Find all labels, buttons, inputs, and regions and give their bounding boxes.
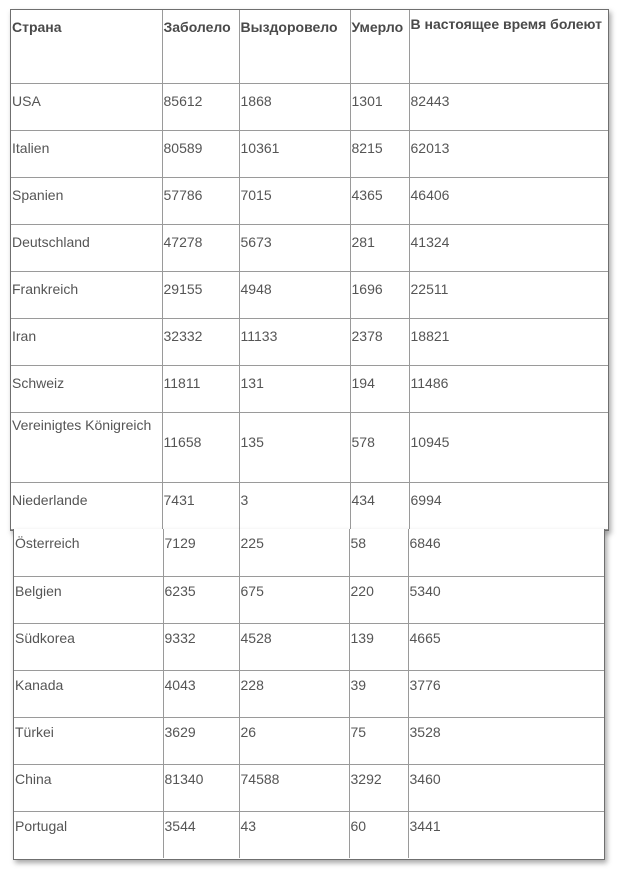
cell-currently-sick: 11486 bbox=[409, 365, 608, 412]
table-screenshot-top bbox=[10, 9, 609, 531]
cell-died: 39 bbox=[349, 670, 408, 717]
cell-died: 1301 bbox=[350, 83, 409, 130]
table-row bbox=[14, 576, 604, 623]
cell-recovered: 10361 bbox=[239, 130, 350, 177]
cell-country: Österreich bbox=[14, 529, 163, 576]
cell-currently-sick: 10945 bbox=[409, 412, 608, 482]
cell-died: 194 bbox=[350, 365, 409, 412]
cell-infected: 57786 bbox=[162, 177, 239, 224]
cell-infected: 81340 bbox=[163, 764, 239, 811]
cell-died: 434 bbox=[350, 482, 409, 529]
cell-died: 4365 bbox=[350, 177, 409, 224]
table-row bbox=[11, 177, 608, 224]
cell-country: Iran bbox=[11, 318, 162, 365]
table-row bbox=[14, 670, 604, 717]
cell-country: Südkorea bbox=[14, 623, 163, 670]
cell-currently-sick: 82443 bbox=[409, 83, 608, 130]
cell-currently-sick: 22511 bbox=[409, 271, 608, 318]
cell-currently-sick: 6846 bbox=[408, 529, 604, 576]
covid-table-top bbox=[11, 10, 608, 530]
table-row bbox=[11, 83, 608, 130]
cell-died: 281 bbox=[350, 224, 409, 271]
cell-infected: 9332 bbox=[163, 623, 239, 670]
cell-died: 578 bbox=[350, 412, 409, 482]
table-row bbox=[14, 811, 604, 858]
cell-currently-sick: 3460 bbox=[408, 764, 604, 811]
cell-country: Niederlande bbox=[11, 482, 162, 529]
table-row bbox=[14, 623, 604, 670]
cell-died: 60 bbox=[349, 811, 408, 858]
cell-infected: 85612 bbox=[162, 83, 239, 130]
cell-country: Belgien bbox=[14, 576, 163, 623]
cell-infected: 32332 bbox=[162, 318, 239, 365]
cell-recovered: 74588 bbox=[239, 764, 349, 811]
cell-infected: 6235 bbox=[163, 576, 239, 623]
cell-currently-sick: 46406 bbox=[409, 177, 608, 224]
cell-recovered: 11133 bbox=[239, 318, 350, 365]
header-recovered: Выздоровело bbox=[239, 10, 350, 83]
header-currently-sick: В настоящее время болеют bbox=[409, 10, 608, 83]
cell-recovered: 7015 bbox=[239, 177, 350, 224]
table-row bbox=[11, 130, 608, 177]
cell-recovered: 1868 bbox=[239, 83, 350, 130]
cell-country: Türkei bbox=[14, 717, 163, 764]
cell-infected: 3544 bbox=[163, 811, 239, 858]
cell-infected: 80589 bbox=[162, 130, 239, 177]
cell-died: 1696 bbox=[350, 271, 409, 318]
cell-country: Deutschland bbox=[11, 224, 162, 271]
cell-recovered: 3 bbox=[239, 482, 350, 529]
table-row bbox=[11, 271, 608, 318]
cell-died: 220 bbox=[349, 576, 408, 623]
cell-country: Portugal bbox=[14, 811, 163, 858]
cell-currently-sick: 18821 bbox=[409, 318, 608, 365]
cell-country: Italien bbox=[11, 130, 162, 177]
cell-recovered: 43 bbox=[239, 811, 349, 858]
cell-recovered: 675 bbox=[239, 576, 349, 623]
cell-recovered: 225 bbox=[239, 529, 349, 576]
table-row bbox=[11, 318, 608, 365]
header-row bbox=[11, 10, 608, 83]
table-row bbox=[14, 764, 604, 811]
cell-country: Spanien bbox=[11, 177, 162, 224]
cell-country: USA bbox=[11, 83, 162, 130]
cell-died: 8215 bbox=[350, 130, 409, 177]
header-died: Умерло bbox=[350, 10, 409, 83]
cell-infected: 11658 bbox=[162, 412, 239, 482]
cell-country: China bbox=[14, 764, 163, 811]
table-row bbox=[11, 412, 608, 482]
cell-currently-sick: 5340 bbox=[408, 576, 604, 623]
table-row bbox=[11, 365, 608, 412]
cell-country: Schweiz bbox=[11, 365, 162, 412]
cell-currently-sick: 41324 bbox=[409, 224, 608, 271]
header-country: Страна bbox=[11, 10, 162, 83]
cell-recovered: 5673 bbox=[239, 224, 350, 271]
table-row bbox=[11, 224, 608, 271]
cell-recovered: 4948 bbox=[239, 271, 350, 318]
cell-died: 58 bbox=[349, 529, 408, 576]
cell-recovered: 228 bbox=[239, 670, 349, 717]
table-screenshot-bottom bbox=[13, 529, 605, 860]
cell-currently-sick: 62013 bbox=[409, 130, 608, 177]
cell-infected: 4043 bbox=[163, 670, 239, 717]
cell-infected: 47278 bbox=[162, 224, 239, 271]
cell-died: 75 bbox=[349, 717, 408, 764]
cell-currently-sick: 4665 bbox=[408, 623, 604, 670]
table-row bbox=[14, 717, 604, 764]
cell-currently-sick: 3776 bbox=[408, 670, 604, 717]
cell-recovered: 135 bbox=[239, 412, 350, 482]
cell-recovered: 131 bbox=[239, 365, 350, 412]
cell-recovered: 4528 bbox=[239, 623, 349, 670]
table-row bbox=[11, 482, 608, 529]
cell-died: 3292 bbox=[349, 764, 408, 811]
cell-infected: 7129 bbox=[163, 529, 239, 576]
header-infected: Заболело bbox=[162, 10, 239, 83]
cell-infected: 7431 bbox=[162, 482, 239, 529]
cell-infected: 3629 bbox=[163, 717, 239, 764]
table-row bbox=[14, 529, 604, 576]
cell-country: Frankreich bbox=[11, 271, 162, 318]
cell-country: Kanada bbox=[14, 670, 163, 717]
cell-died: 2378 bbox=[350, 318, 409, 365]
cell-country: Vereinigtes Königreich bbox=[11, 412, 162, 482]
cell-died: 139 bbox=[349, 623, 408, 670]
cell-infected: 29155 bbox=[162, 271, 239, 318]
cell-infected: 11811 bbox=[162, 365, 239, 412]
cell-currently-sick: 3441 bbox=[408, 811, 604, 858]
cell-currently-sick: 6994 bbox=[409, 482, 608, 529]
cell-recovered: 26 bbox=[239, 717, 349, 764]
covid-table-bottom bbox=[14, 529, 604, 858]
cell-currently-sick: 3528 bbox=[408, 717, 604, 764]
